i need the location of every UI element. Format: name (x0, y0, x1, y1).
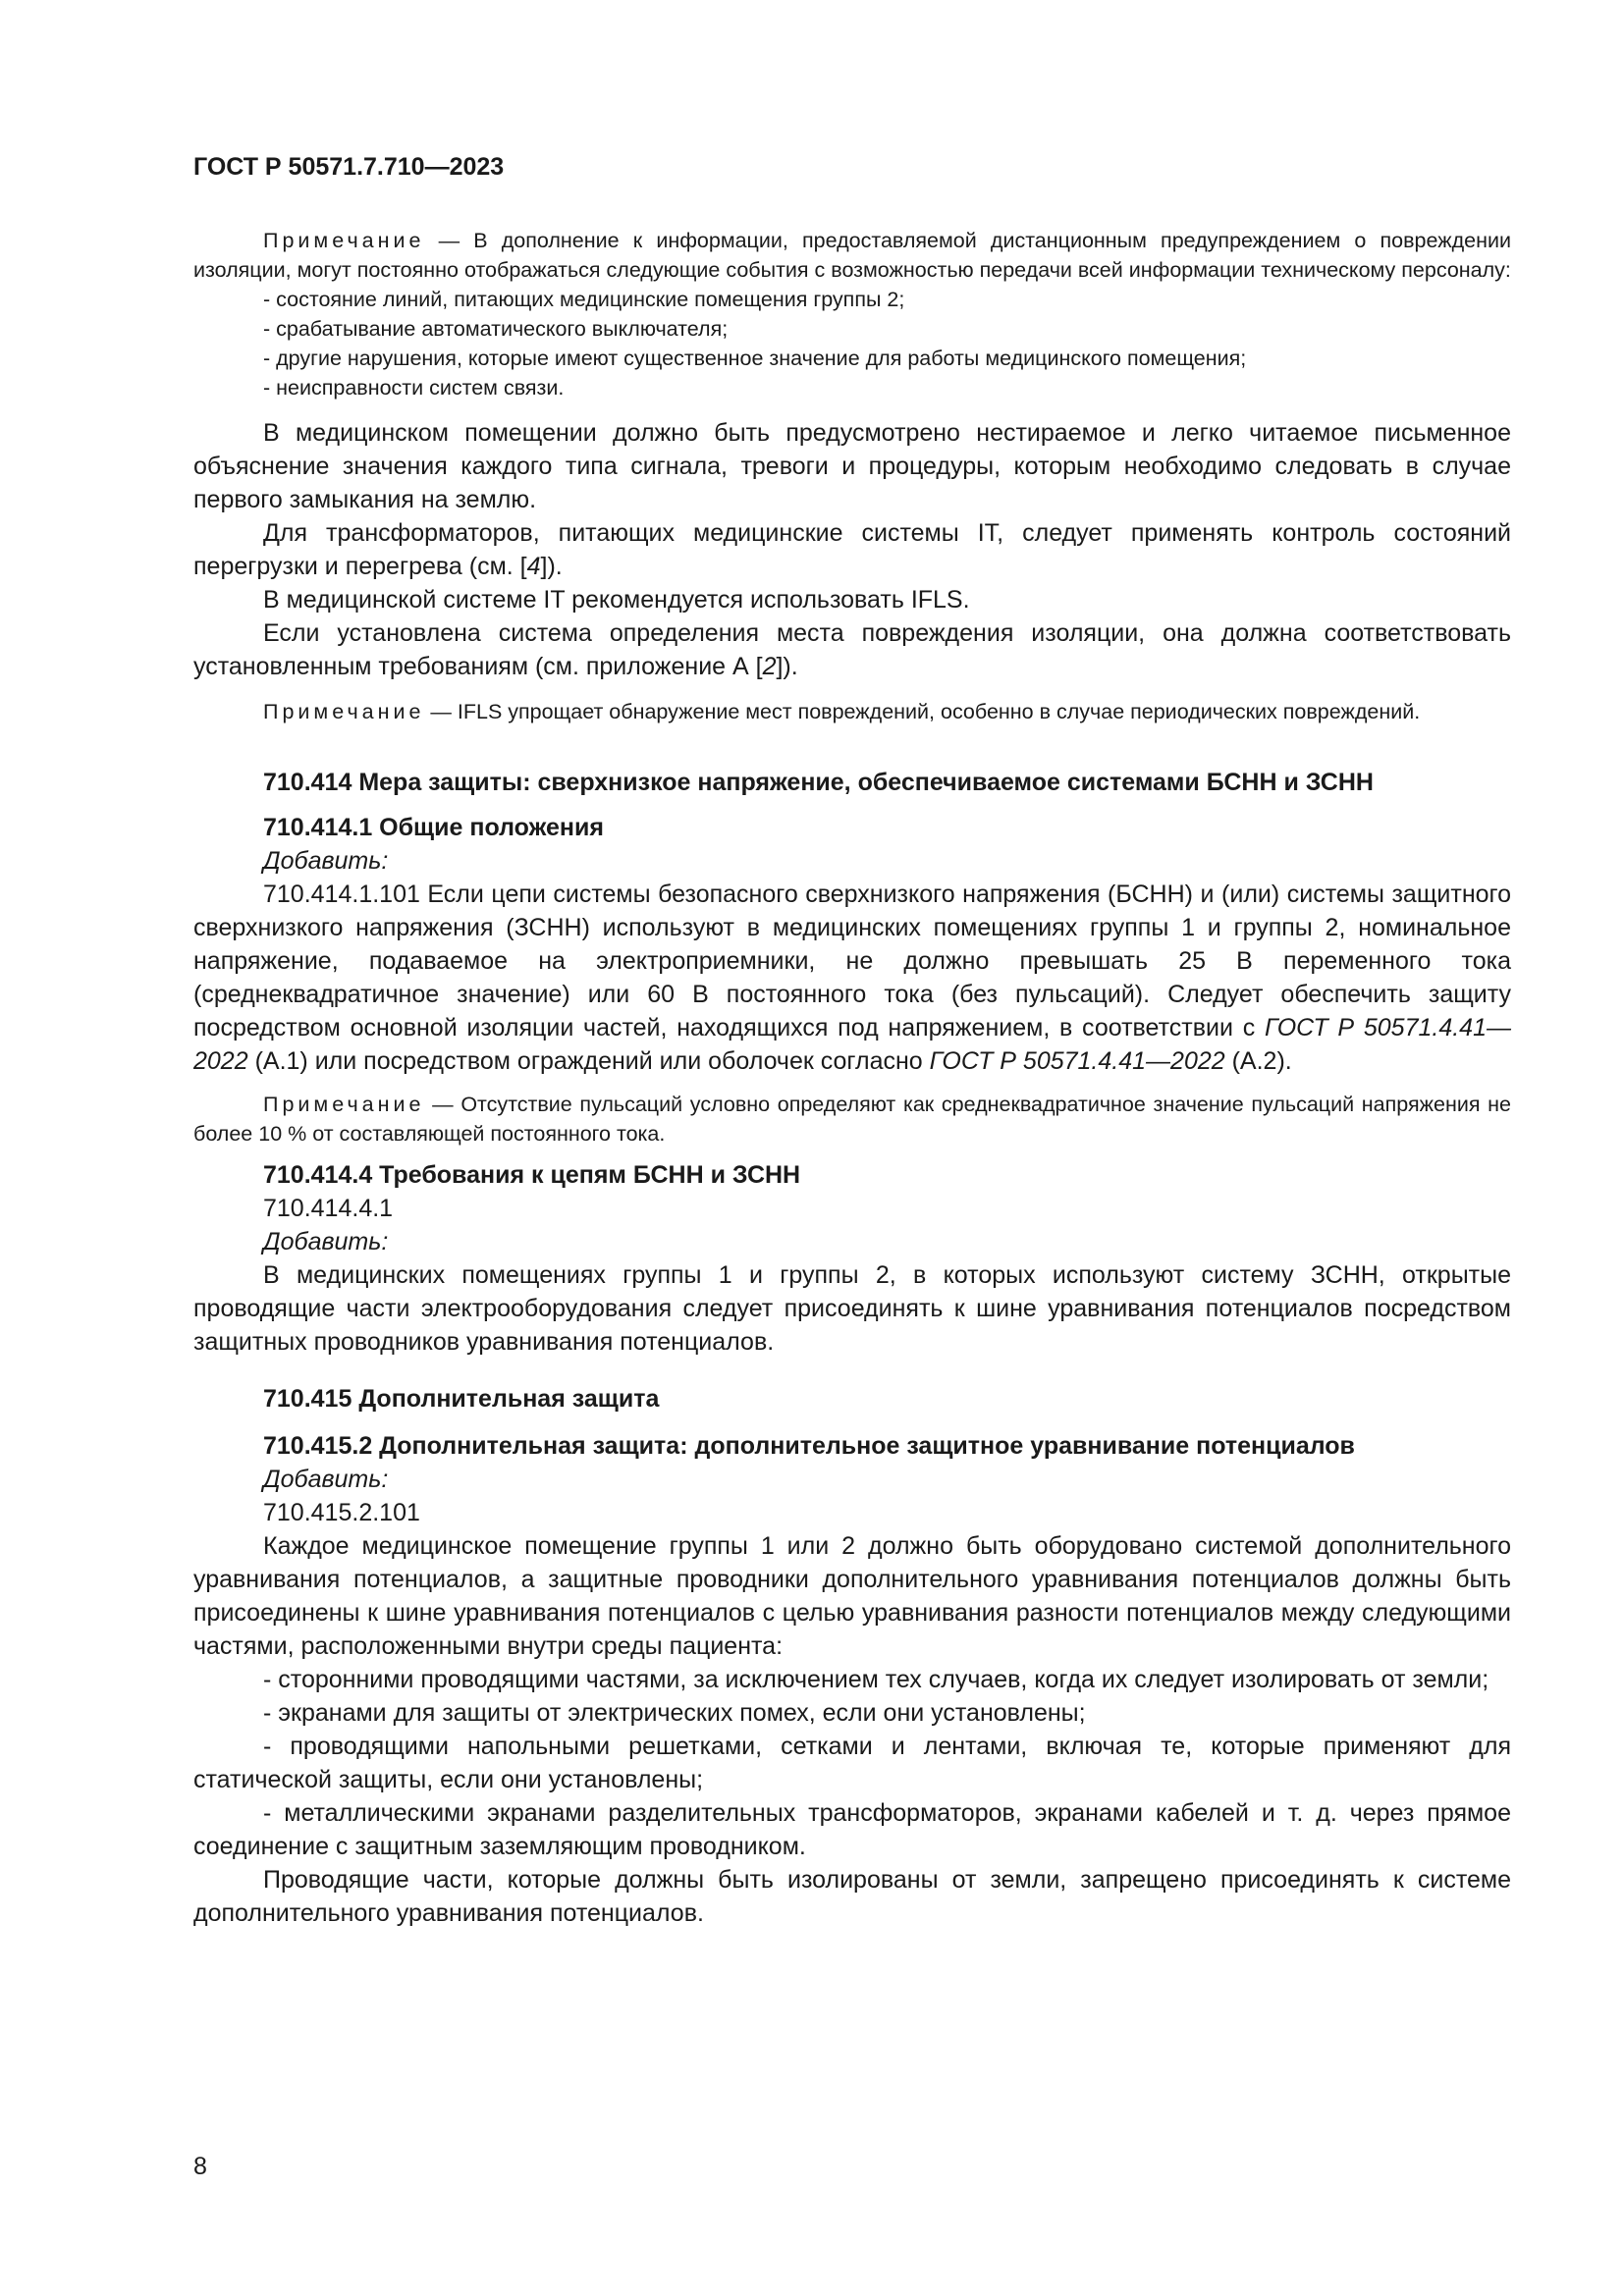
note-list (193, 285, 1511, 402)
reference: 2 (762, 653, 777, 680)
list-item: - металлическими экранами разделительных трансформаторов, экранами кабелей и т. д. через прямое соединение с защитным заземляющим проводником. (193, 1799, 1511, 1860)
standard-reference: ГОСТ Р 50571.4.41—2022 (193, 1014, 1511, 1075)
standard-reference: ГОСТ Р 50571.4.41—2022 (929, 1047, 1225, 1075)
body-paragraph: Если установлена система определения места повреждения изоляции, она должна соответствовать установленным требованиям (см. приложение А [2]). (193, 619, 1511, 680)
add-label: Добавить: (263, 1228, 389, 1255)
body-paragraph: Для трансформаторов, питающих медицинские системы IT, следует применять контроль состояний перегрузки и перегрева (см. [4]). (193, 519, 1511, 580)
body-paragraph: Проводящие части, которые должны быть изолированы от земли, запрещено присоединять к системе дополнительного уравнивания потенциалов. (193, 1866, 1511, 1927)
note-label: Примечание (263, 700, 425, 723)
note-paragraph (193, 1090, 1511, 1148)
note-text: — IFLS упрощает обнаружение мест повреждений, особенно в случае периодических повреждений. (424, 700, 1421, 723)
note-label: Примечание (263, 229, 425, 252)
note-label: Примечание (263, 1093, 425, 1116)
note-text: — Отсутствие пульсаций условно определяют как среднеквадратичное значение пульсаций напряжения не более 10 % от составляющей постоянного тока. (193, 1093, 1511, 1146)
document-body (193, 226, 1511, 1930)
section-heading: 710.414 Мера защиты: сверхнизкое напряжение, обеспечиваемое системами БСНН и ЗСНН (263, 769, 1374, 796)
note-paragraph (193, 697, 1511, 726)
list-item: - сторонними проводящими частями, за исключением тех случаев, когда их следует изолировать от земли; (263, 1666, 1489, 1693)
note-paragraph (193, 226, 1511, 285)
list-item: - срабатывание автоматического выключателя; (263, 317, 729, 341)
note-text: — В дополнение к информации, предоставляемой дистанционным предупреждением о повреждении изоляции, могут постоянно отображаться следующие события с возможностью передачи всей информации техническому персоналу: (193, 229, 1511, 282)
add-label: Добавить: (263, 1466, 389, 1493)
reference: 4 (526, 553, 541, 580)
subsection-heading: 710.414.1 Общие положения (263, 814, 604, 841)
list-item: - экранами для защиты от электрических помех, если они установлены; (263, 1699, 1086, 1727)
body-paragraph: В медицинской системе IT рекомендуется использовать IFLS. (263, 586, 970, 614)
body-paragraph: Каждое медицинское помещение группы 1 или 2 должно быть оборудовано системой дополнительного уравнивания потенциалов, а защитные проводники дополнительного уравнивания потенциалов должны быть присоединены к шине уравнивания потенциалов с целью уравнивания разности потенциалов между следующими частями, расположенными внутри среды пациента: (193, 1532, 1511, 1660)
clause-number: 710.415.2.101 (263, 1499, 420, 1526)
page-number: 8 (193, 2153, 207, 2180)
body-paragraph: 710.414.1.101 Если цепи системы безопасного сверхнизкого напряжения (БСНН) и (или) системы защитного сверхнизкого напряжения (ЗСНН) используют в медицинских помещениях группы 1 и группы 2, номинальное напряжение, подаваемое на электроприемники, не должно превышать 25 В переменного тока (среднеквадратичное значение) или 60 В постоянного тока (без пульсаций). Следует обеспечить защиту посредством основной изоляции частей, находящихся под напряжением, в соответствии с ГОСТ Р 50571.4.41—2022 (А.1) или посредством ограждений или оболочек согласно ГОСТ Р 50571.4.41—2022 (А.2). (193, 881, 1511, 1075)
list-item: - другие нарушения, которые имеют существенное значение для работы медицинского помещения; (263, 347, 1247, 370)
section-heading: 710.415 Дополнительная защита (263, 1385, 660, 1413)
list-item: - неисправности систем связи. (263, 376, 565, 400)
add-label: Добавить: (263, 847, 389, 875)
body-paragraph: В медицинском помещении должно быть предусмотрено нестираемое и легко читаемое письменное объяснение значения каждого типа сигнала, тревоги и процедуры, которым необходимо следовать в случае первого замыкания на землю. (193, 419, 1511, 513)
subsection-heading: 710.415.2 Дополнительная защита: дополнительное защитное уравнивание потенциалов (263, 1432, 1355, 1460)
clause-number: 710.414.4.1 (263, 1195, 394, 1222)
body-paragraph: В медицинских помещениях группы 1 и группы 2, в которых используют систему ЗСНН, открытые проводящие части электрооборудования следует присоединять к шине уравнивания потенциалов посредством защитных проводников уравнивания потенциалов. (193, 1261, 1511, 1356)
standard-header: ГОСТ Р 50571.7.710—2023 (193, 153, 505, 181)
subsection-heading: 710.414.4 Требования к цепям БСНН и ЗСНН (263, 1161, 801, 1189)
list-item: - проводящими напольными решетками, сетками и лентами, включая те, которые применяют для статической защиты, если они установлены; (193, 1733, 1511, 1793)
list-item: - состояние линий, питающих медицинские помещения группы 2; (263, 288, 905, 311)
